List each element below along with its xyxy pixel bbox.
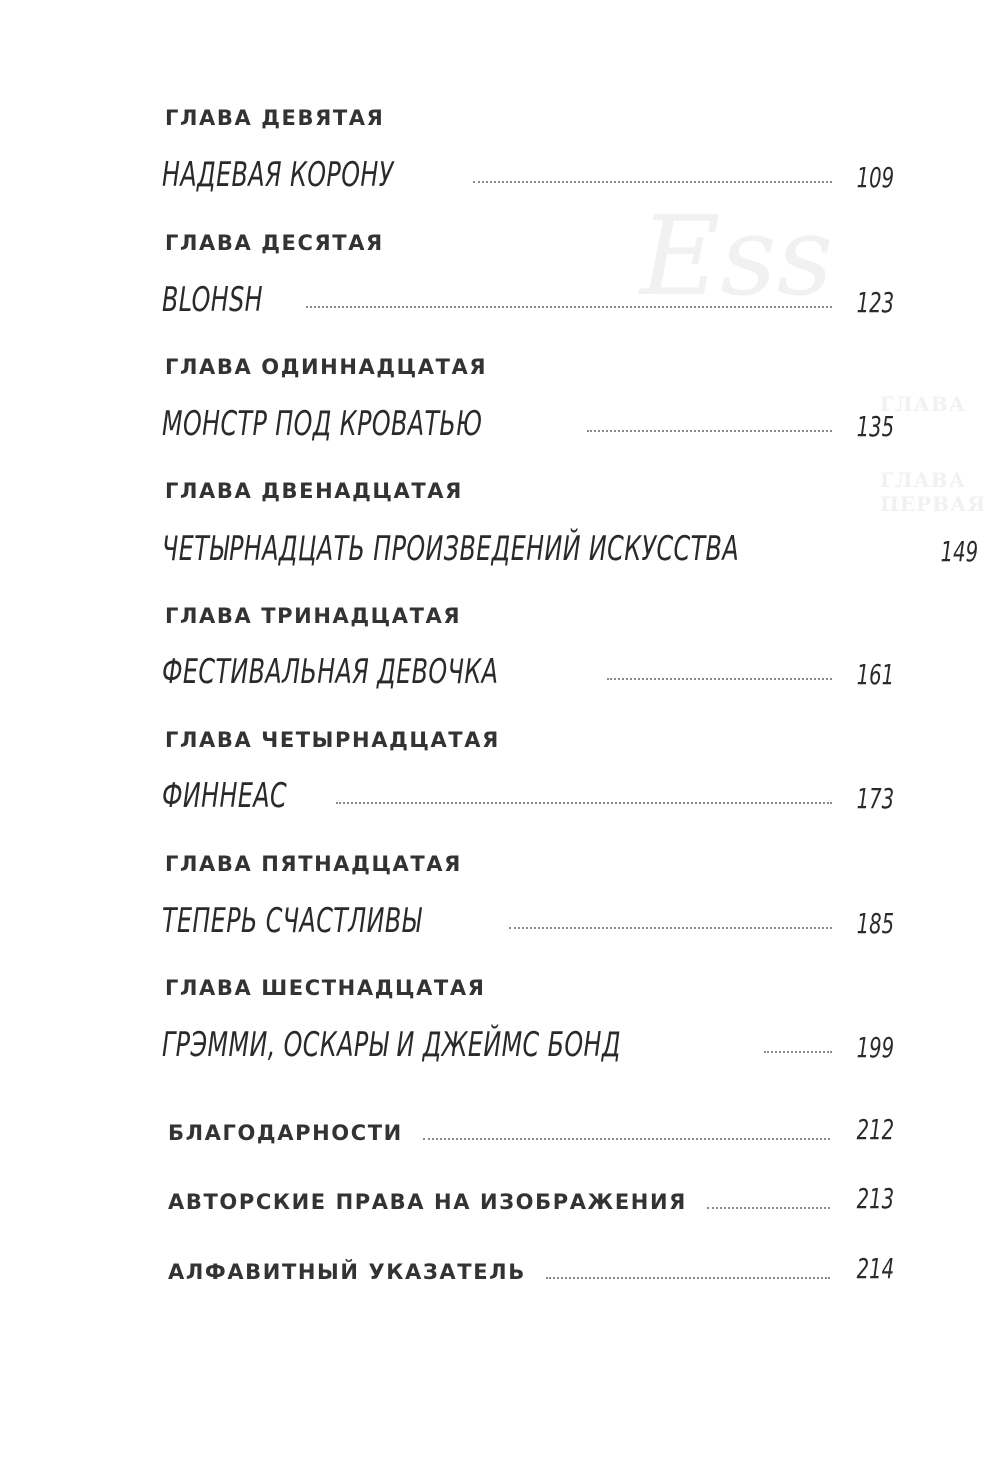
dot-leader bbox=[707, 1207, 830, 1209]
toc-entry[interactable] bbox=[162, 651, 894, 692]
page-number: 212 bbox=[856, 1113, 894, 1146]
dot-leader bbox=[473, 181, 832, 183]
dot-leader bbox=[587, 430, 832, 432]
chapter-title: ФИННЕАС bbox=[162, 776, 288, 816]
toc-entry[interactable] bbox=[162, 900, 894, 941]
toc-entry[interactable] bbox=[162, 154, 894, 195]
chapter-title: ГРЭММИ, ОСКАРЫ И ДЖЕЙМС БОНД bbox=[162, 1025, 621, 1065]
chapter-title: ТЕПЕРЬ СЧАСТЛИВЫ bbox=[162, 901, 422, 941]
chapter-title: ФЕСТИВАЛЬНАЯ ДЕВОЧКА bbox=[162, 652, 499, 692]
dot-leader bbox=[423, 1138, 830, 1140]
backmatter-title: БЛАГОДАРНОСТИ bbox=[168, 1121, 403, 1145]
dot-leader bbox=[546, 1277, 830, 1279]
chapter-label: ГЛАВА ДЕСЯТАЯ bbox=[165, 231, 384, 255]
toc-entry[interactable] bbox=[162, 403, 894, 444]
toc-entry[interactable] bbox=[162, 528, 978, 569]
chapter-label: ГЛАВА ПЯТНАДЦАТАЯ bbox=[165, 852, 462, 876]
chapter-title: НАДЕВАЯ КОРОНУ bbox=[162, 155, 394, 195]
toc-backmatter-entry[interactable] bbox=[168, 1179, 894, 1213]
toc-entry[interactable] bbox=[162, 775, 894, 816]
chapter-label: ГЛАВА ОДИННАДЦАТАЯ bbox=[165, 355, 488, 379]
chapter-title: ЧЕТЫРНАДЦАТЬ ПРОИЗВЕДЕНИЙ ИСКУССТВА bbox=[162, 529, 740, 569]
chapter-label: ГЛАВА ЧЕТЫРНАДЦАТАЯ bbox=[165, 728, 500, 752]
toc-entry[interactable] bbox=[162, 1024, 894, 1065]
page-number: 213 bbox=[856, 1182, 894, 1215]
page-number: 109 bbox=[856, 161, 894, 194]
page-number: 123 bbox=[856, 286, 894, 319]
chapter-label: ГЛАВА ДЕВЯТАЯ bbox=[165, 106, 385, 130]
toc-entry[interactable] bbox=[162, 279, 894, 320]
chapter-title: МОНСТР ПОД КРОВАТЬЮ bbox=[162, 404, 483, 444]
backmatter-title: АВТОРСКИЕ ПРАВА НА ИЗОБРАЖЕНИЯ bbox=[168, 1190, 687, 1214]
dot-leader bbox=[336, 802, 832, 804]
page-number: 214 bbox=[856, 1252, 894, 1285]
dot-leader bbox=[509, 927, 832, 929]
chapter-label: ГЛАВА ШЕСТНАДЦАТАЯ bbox=[165, 976, 486, 1000]
show-through-label: ГЛАВА bbox=[880, 392, 966, 416]
chapter-title: BLOHSH bbox=[162, 280, 264, 320]
show-through-label: ГЛАВА ПЕРВАЯ bbox=[880, 468, 986, 516]
page-number: 135 bbox=[856, 410, 894, 443]
page-number: 149 bbox=[940, 535, 978, 568]
dot-leader bbox=[306, 306, 832, 308]
page-number: 199 bbox=[856, 1031, 894, 1064]
page-number: 173 bbox=[856, 782, 894, 815]
backmatter-title: АЛФАВИТНЫЙ УКАЗАТЕЛЬ bbox=[168, 1260, 526, 1284]
dot-leader bbox=[764, 1051, 832, 1053]
chapter-label: ГЛАВА ДВЕНАДЦАТАЯ bbox=[165, 479, 463, 503]
show-through-script: Ess bbox=[640, 192, 834, 320]
toc-backmatter-entry[interactable] bbox=[168, 1249, 894, 1283]
toc-backmatter-entry[interactable] bbox=[168, 1110, 894, 1144]
page-number: 185 bbox=[856, 907, 894, 940]
chapter-label: ГЛАВА ТРИНАДЦАТАЯ bbox=[165, 604, 462, 628]
page-number: 161 bbox=[856, 658, 894, 691]
dot-leader bbox=[607, 678, 832, 680]
